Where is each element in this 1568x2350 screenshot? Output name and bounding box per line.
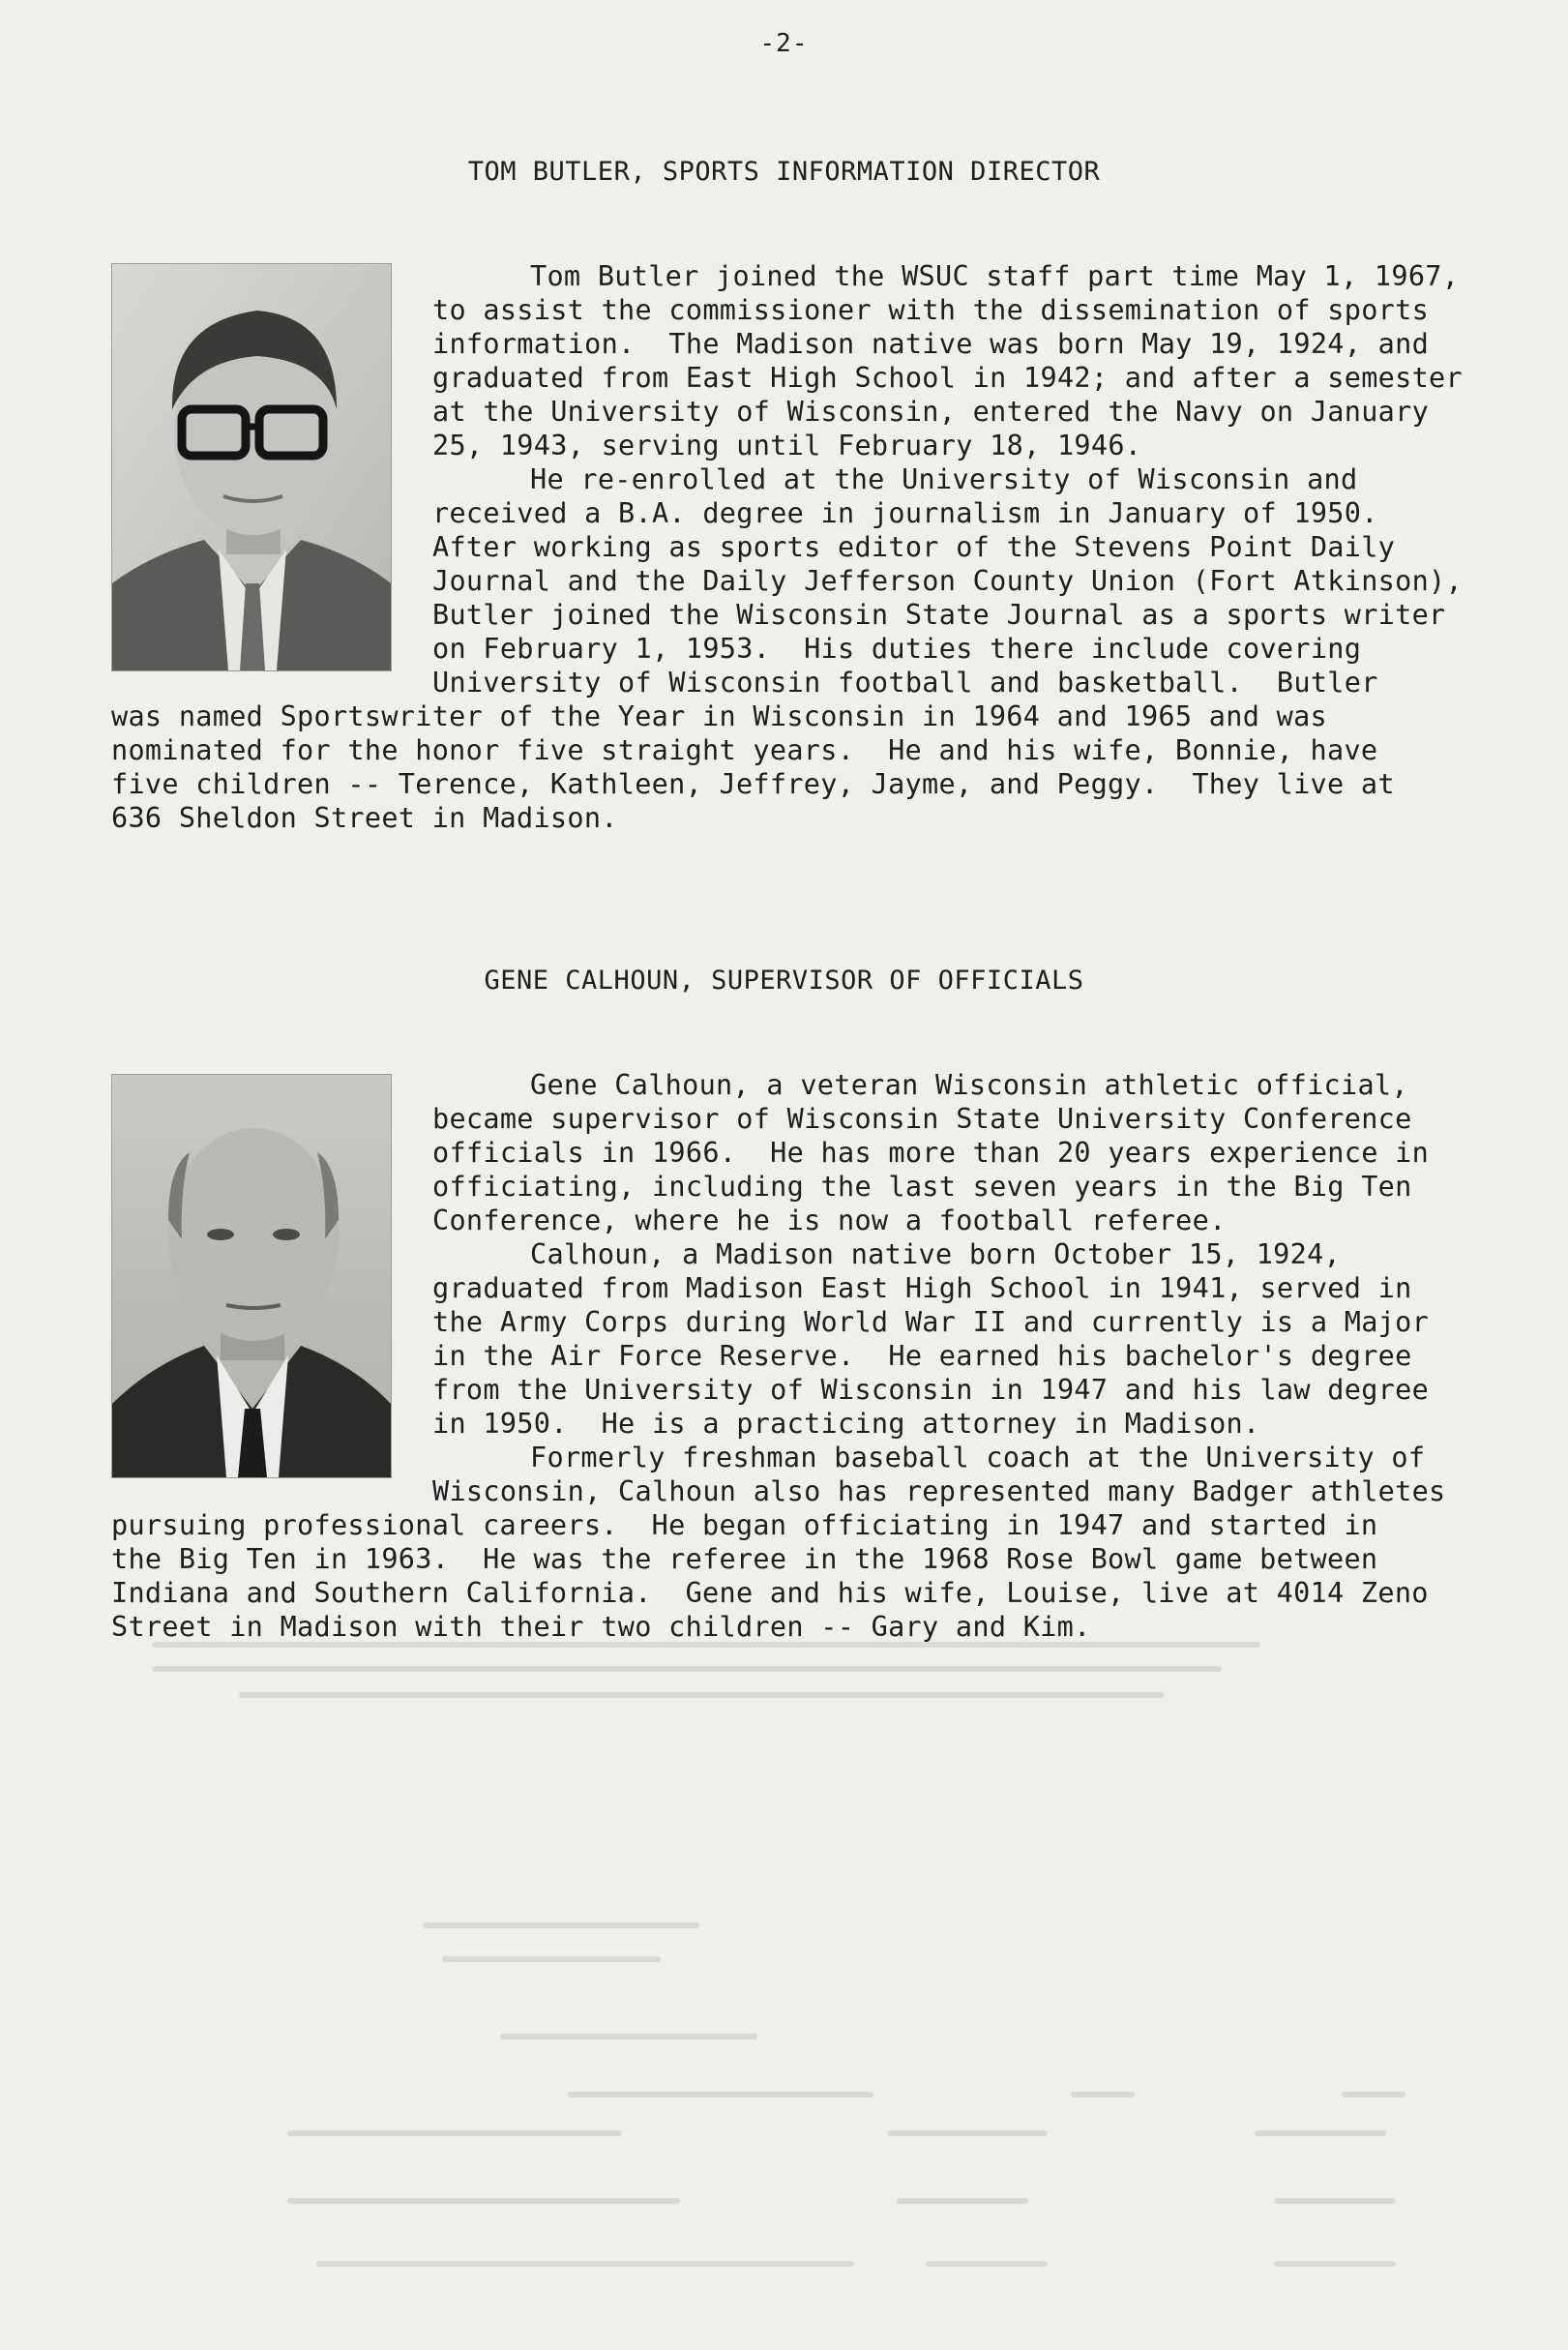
butler-text-line: at the University of Wisconsin, entered the Navy on January <box>432 396 1430 428</box>
butler-text-line: After working as sports editor of the Stevens Point Daily <box>432 531 1396 563</box>
portrait-photo-calhoun <box>111 1074 392 1478</box>
portrait-butler-image <box>112 264 391 670</box>
butler-text-line: information. The Madison native was born May 19, 1924, and <box>432 328 1430 360</box>
butler-text-line: Butler joined the Wisconsin State Journal as a sports writer <box>432 599 1446 631</box>
butler-text-line: five children -- Terence, Kathleen, Jeffrey, Jayme, and Peggy. They live at <box>111 768 1395 800</box>
calhoun-text-line: Wisconsin, Calhoun also has represented many Badger athletes <box>432 1475 1446 1507</box>
section-heading-butler: TOM BUTLER, SPORTS INFORMATION DIRECTOR <box>467 157 1101 187</box>
butler-text-line: on February 1, 1953. His duties there include covering <box>432 633 1362 665</box>
butler-text-line: 636 Sheldon Street in Madison. <box>111 802 618 834</box>
butler-text-line: received a B.A. degree in journalism in January of 1950. <box>432 497 1378 529</box>
butler-text-line: nominated for the honor five straight years. He and his wife, Bonnie, have <box>111 734 1378 766</box>
calhoun-text-line: the Army Corps during World War II and currently is a Major <box>432 1306 1430 1338</box>
portrait-calhoun-image <box>112 1075 391 1477</box>
butler-text-line: 25, 1943, serving until February 18, 1946. <box>432 430 1142 461</box>
portrait-photo-butler <box>111 263 392 671</box>
butler-text-line: He re-enrolled at the University of Wisconsin and <box>530 463 1358 495</box>
calhoun-text-line: Calhoun, a Madison native born October 15, 1924, <box>530 1238 1342 1270</box>
calhoun-text-line: from the University of Wisconsin in 1947 and his law degree <box>432 1374 1430 1406</box>
calhoun-text-line: graduated from Madison East High School in 1941, served in <box>432 1272 1412 1304</box>
calhoun-text-line: Gene Calhoun, a veteran Wisconsin athletic official, <box>530 1069 1408 1101</box>
calhoun-text-line: became supervisor of Wisconsin State University Conference <box>432 1103 1412 1135</box>
calhoun-text-line: Street in Madison with their two children -- Gary and Kim. <box>111 1611 1091 1643</box>
section-heading-calhoun: GENE CALHOUN, SUPERVISOR OF OFFICIALS <box>484 966 1084 996</box>
calhoun-text-line: pursuing professional careers. He began officiating in 1947 and started in <box>111 1509 1378 1541</box>
calhoun-text-line: Indiana and Southern California. Gene and his wife, Louise, live at 4014 Zeno <box>111 1577 1429 1609</box>
butler-text-line: Tom Butler joined the WSUC staff part time May 1, 1967, <box>530 260 1460 292</box>
calhoun-text-line: officials in 1966. He has more than 20 years experience in <box>432 1137 1430 1169</box>
calhoun-text-line: in 1950. He is a practicing attorney in Madison. <box>432 1408 1260 1440</box>
butler-text-line: graduated from East High School in 1942; and after a semester <box>432 362 1463 394</box>
butler-text-line: Journal and the Daily Jefferson County Union (Fort Atkinson), <box>432 565 1463 597</box>
calhoun-text-line: officiating, including the last seven years in the Big Ten <box>432 1171 1412 1203</box>
calhoun-text-line: in the Air Force Reserve. He earned his bachelor's degree <box>432 1340 1412 1372</box>
calhoun-text-line: the Big Ten in 1963. He was the referee in the 1968 Rose Bowl game between <box>111 1543 1378 1575</box>
page-number: -2- <box>759 29 809 58</box>
butler-text-line: was named Sportswriter of the Year in Wisconsin in 1964 and 1965 and was <box>111 700 1328 732</box>
calhoun-text-line: Conference, where he is now a football referee. <box>432 1205 1227 1236</box>
butler-text-line: to assist the commissioner with the dissemination of sports <box>432 294 1430 326</box>
butler-text-line: University of Wisconsin football and basketball. Butler <box>432 667 1378 699</box>
calhoun-text-line: Formerly freshman baseball coach at the University of <box>530 1442 1426 1473</box>
